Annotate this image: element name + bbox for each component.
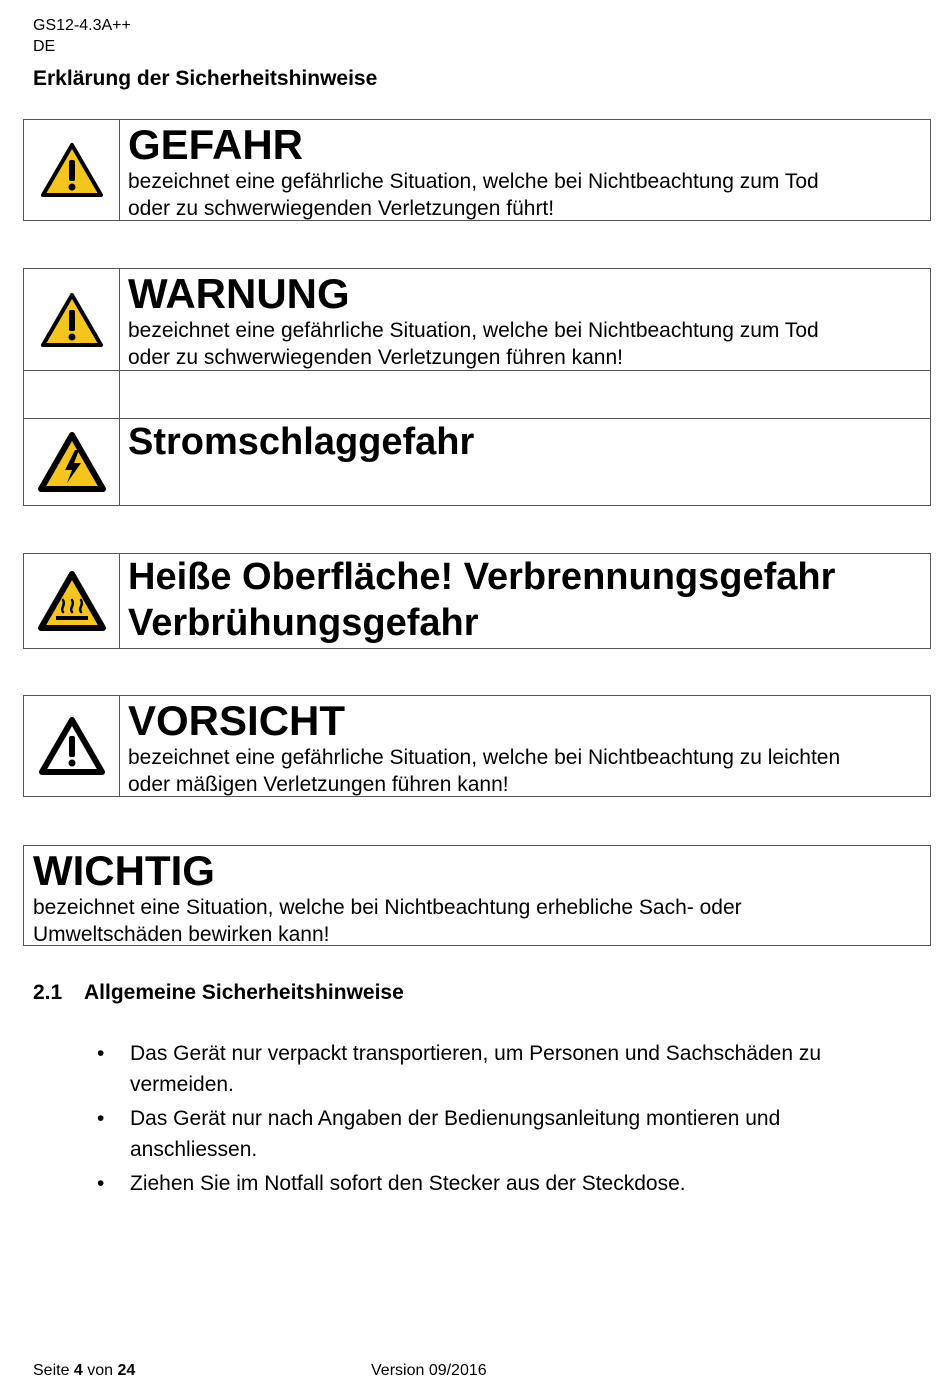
- page-prefix: Seite: [33, 1362, 70, 1379]
- notice-text-line: oder mäßigen Verletzungen führen kann!: [128, 773, 509, 796]
- warning-triangle-yellow-icon: [40, 292, 104, 348]
- list-item-text: Das Gerät nur nach Angaben der Bedienungsanleitung montieren und anschliessen.: [130, 1107, 781, 1161]
- notice-title: Heiße Oberfläche! Verbrennungsgefahr: [128, 556, 836, 598]
- notice-gefahr: [23, 119, 931, 221]
- icon-cell: [24, 696, 120, 796]
- language-code: DE: [33, 38, 56, 55]
- notice-title: VORSICHT: [128, 697, 346, 744]
- section-heading: [33, 981, 404, 1005]
- section-title: Allgemeine Sicherheitshinweise: [84, 981, 404, 1004]
- hot-surface-icon: [38, 571, 106, 631]
- notice-warnung: [23, 268, 931, 371]
- notice-text-line: bezeichnet eine gefährliche Situation, welche bei Nichtbeachtung zu leichten: [128, 746, 841, 769]
- list-item: [97, 1103, 897, 1165]
- page-current: 4: [73, 1362, 83, 1379]
- page-total: 24: [117, 1362, 136, 1379]
- list-item-text: Ziehen Sie im Notfall sofort den Stecker aus der Steckdose.: [130, 1172, 686, 1195]
- list-item: [97, 1038, 897, 1100]
- icon-cell: [24, 120, 120, 220]
- bullet-icon: •: [97, 1172, 105, 1195]
- list-item: [97, 1168, 897, 1199]
- notice-text-line: oder zu schwerwiegenden Verletzungen führt!: [128, 197, 555, 220]
- caution-triangle-icon: [38, 716, 106, 776]
- notice-text-line: bezeichnet eine gefährliche Situation, welche bei Nichtbeachtung zum Tod: [128, 170, 819, 193]
- notice-text-line: Umweltschäden bewirken kann!: [33, 923, 330, 946]
- icon-cell: [24, 371, 120, 418]
- model-number: GS12-4.3A++: [33, 17, 131, 34]
- bullet-icon: •: [97, 1042, 105, 1065]
- notice-title: Stromschlaggefahr: [128, 421, 475, 463]
- list-item-text: Das Gerät nur verpackt transportieren, um Personen und Sachschäden zu vermeiden.: [130, 1042, 822, 1096]
- electric-shock-icon: [38, 432, 106, 492]
- notice-vorsicht: [23, 695, 931, 797]
- notice-wichtig: [23, 845, 931, 946]
- bullet-list: [97, 1038, 897, 1202]
- version-label: Version 09/2016: [371, 1362, 487, 1379]
- notice-text-line: bezeichnet eine Situation, welche bei Nichtbeachtung erhebliche Sach- oder: [33, 896, 742, 919]
- icon-cell: [24, 419, 120, 505]
- icon-cell: [24, 554, 120, 648]
- icon-cell: [24, 269, 120, 370]
- notice-title: WARNUNG: [128, 270, 350, 317]
- page-separator: von: [87, 1362, 114, 1379]
- notice-text-line: oder zu schwerwiegenden Verletzungen führen kann!: [128, 346, 623, 369]
- notice-title-line2: Verbrühungsgefahr: [128, 602, 479, 644]
- notice-stromschlag: [23, 418, 931, 506]
- notice-text-line: bezeichnet eine gefährliche Situation, welche bei Nichtbeachtung zum Tod: [128, 319, 819, 342]
- page-number: [33, 1362, 135, 1380]
- notice-heisse-oberflaeche: [23, 553, 931, 649]
- bullet-icon: •: [97, 1107, 105, 1130]
- section-number: 2.1: [33, 981, 63, 1004]
- empty-table-row: [23, 370, 931, 419]
- warning-triangle-yellow-icon: [40, 142, 104, 198]
- page-title: Erklärung der Sicherheitshinweise: [33, 67, 378, 90]
- notice-title: WICHTIG: [33, 847, 215, 894]
- notice-title: GEFAHR: [128, 121, 304, 168]
